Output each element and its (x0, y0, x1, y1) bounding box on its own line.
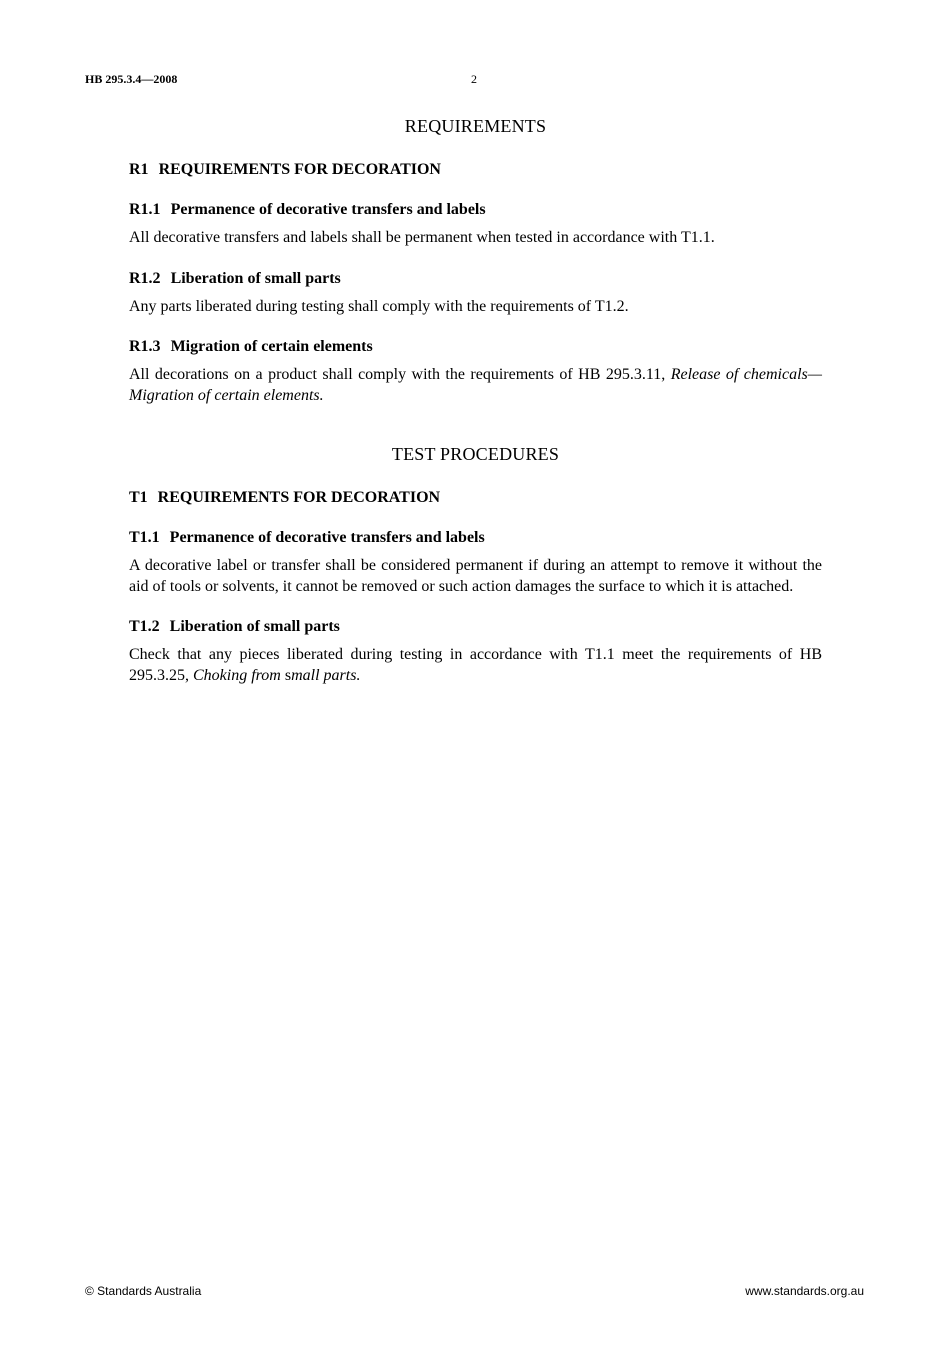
section-title: REQUIREMENTS FOR DECORATION (158, 161, 441, 178)
clause-text-r1-1: All decorative transfers and labels shall be permanent when tested in accordance with T1.1. (129, 229, 715, 246)
page-number: 2 (471, 72, 477, 86)
section-title: REQUIREMENTS FOR DECORATION (157, 489, 441, 506)
running-head-document-id: HB 295.3.4—2008 (85, 72, 178, 86)
clause-heading-r1-2 (129, 270, 822, 288)
clause-heading-r1-3 (129, 338, 822, 356)
document-body (129, 116, 822, 686)
clause-text-plain: Check that any pieces liberated during testing in accordance with T1.1 meet the requirements of HB 295.3.25, (129, 646, 822, 684)
referenced-standard-title-part2: mall parts. (291, 666, 361, 684)
clause-title: Migration of certain elements (170, 338, 373, 355)
clause-text-r1-2: Any parts liberated during testing shall comply with the requirements of T1.2. (129, 297, 629, 315)
clause-text-t1-2 (129, 645, 822, 686)
referenced-standard-title-part1: Choking from (193, 666, 285, 684)
clause-title: Permanence of decorative transfers and labels (170, 201, 486, 218)
clause-number: R1.3 (129, 338, 161, 355)
clause-text-plain: All decorations on a product shall comply with the requirements of HB 295.3.11, (129, 366, 671, 383)
referenced-standard-title-plain: s (284, 666, 292, 684)
clause-number: T1.2 (129, 618, 160, 635)
clause-text-r1-3 (129, 365, 822, 406)
requirements-title: REQUIREMENTS (404, 116, 547, 136)
section-heading-t1 (129, 489, 822, 507)
clause-title: Permanence of decorative transfers and labels (169, 529, 485, 546)
referenced-standard-title: Release of chemicals—Migration of certain elements. (129, 366, 822, 404)
clause-number: R1.1 (129, 201, 161, 218)
section-number: T1 (129, 489, 148, 506)
clause-title: Liberation of small parts (169, 618, 340, 635)
clause-title: Liberation of small parts (170, 269, 341, 287)
clause-text-t1-1: A decorative label or transfer shall be considered permanent if during an attempt to remove it without the aid of tools or solvents, it cannot be removed or such action damages the surface to which it is attached. (129, 557, 822, 595)
clause-heading-t1-2 (129, 618, 822, 636)
section-heading-r1 (129, 161, 822, 179)
clause-heading-t1-1 (129, 529, 822, 547)
clause-number: R1.2 (129, 269, 161, 287)
clause-number: T1.1 (129, 529, 160, 546)
section-number: R1 (129, 161, 149, 178)
test-procedures-title: TEST PROCEDURES (391, 444, 560, 464)
clause-heading-r1-1 (129, 201, 822, 219)
footer-website: www.standards.org.au (745, 1284, 864, 1298)
footer-copyright: © Standards Australia (85, 1284, 202, 1298)
